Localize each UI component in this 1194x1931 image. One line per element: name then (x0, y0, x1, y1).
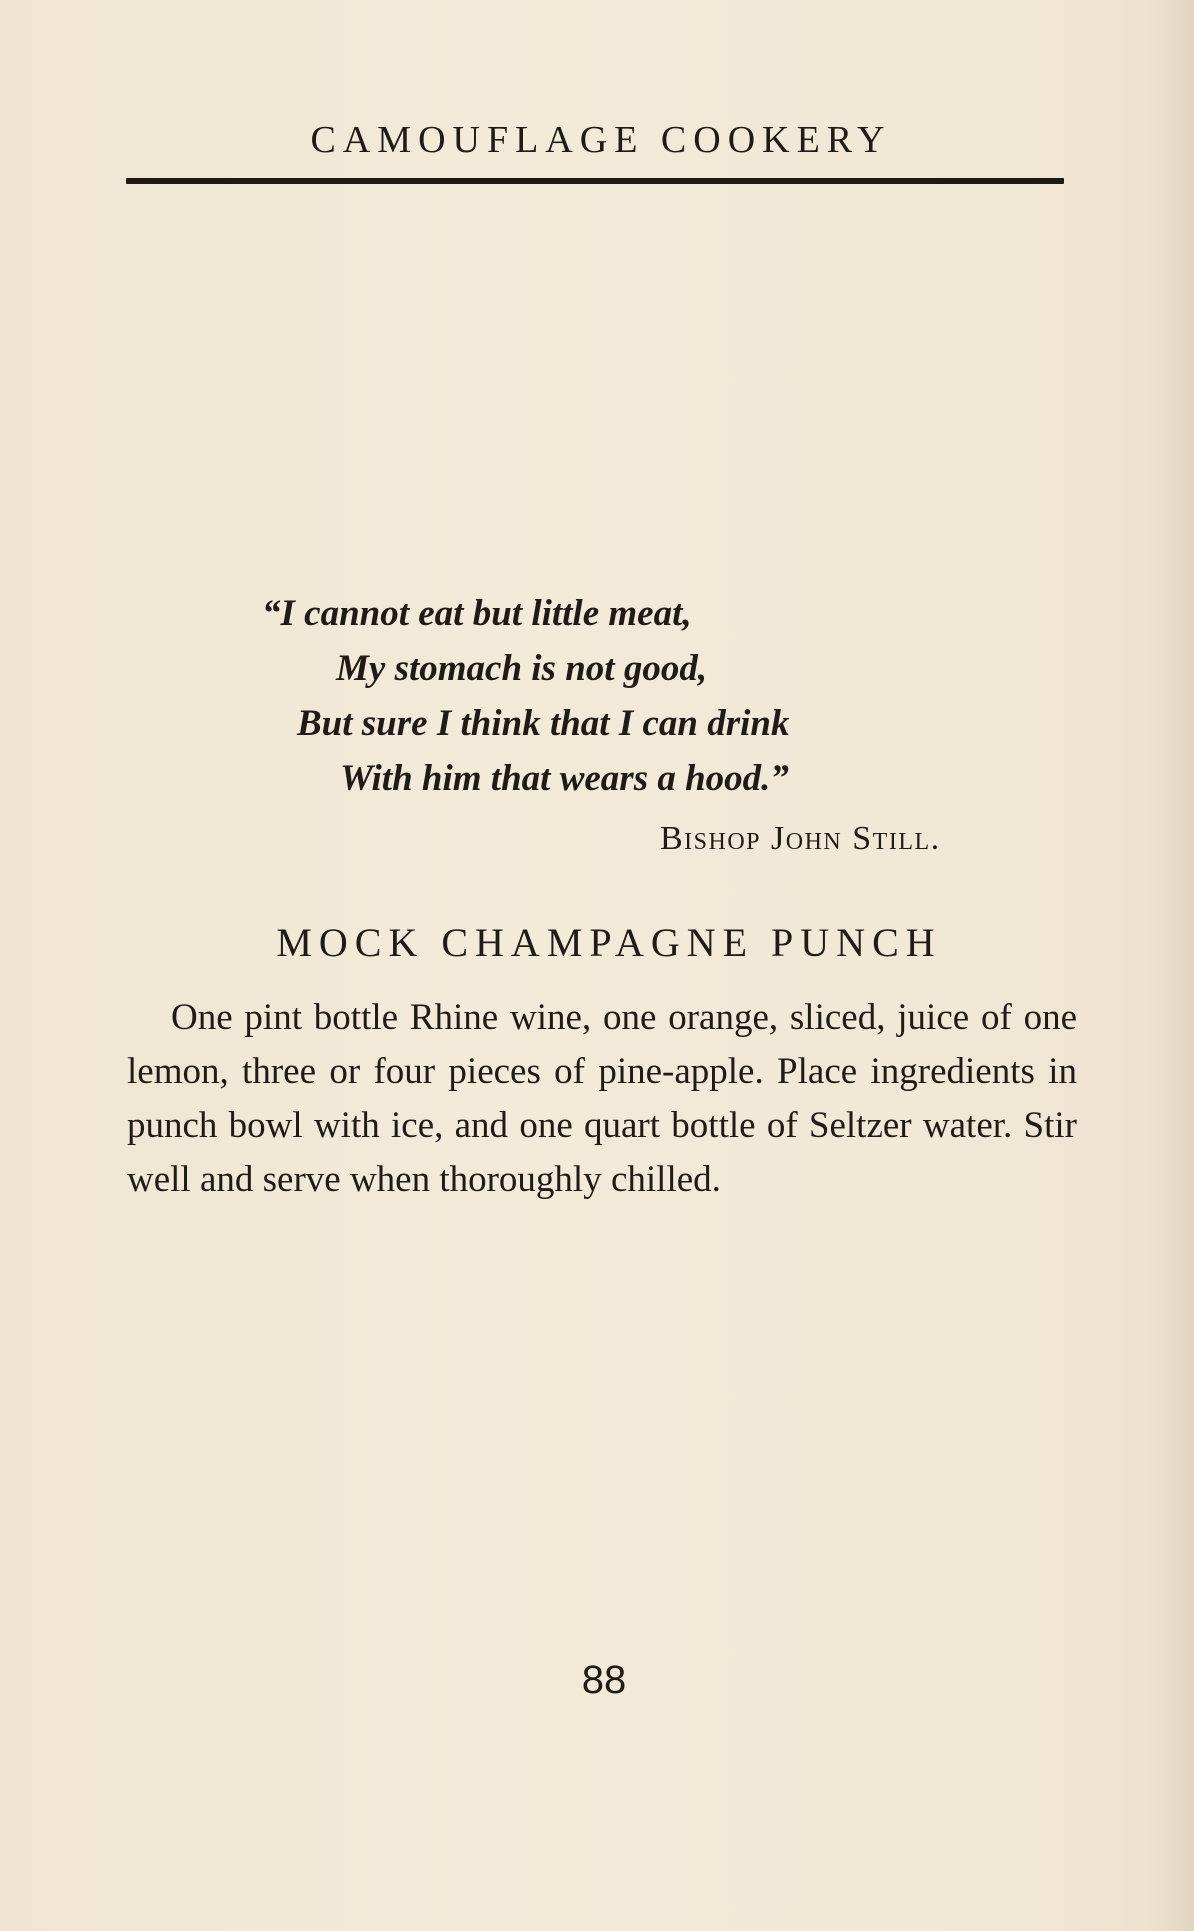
recipe-title: MOCK CHAMPAGNE PUNCH (276, 920, 942, 965)
running-head: CAMOUFLAGE COOKERY (310, 119, 892, 161)
epigraph-line: “I cannot eat but little meat, (262, 593, 692, 634)
epigraph-line: My stomach is not good, (336, 648, 708, 689)
epigraph-line: With him that wears a hood.” (340, 758, 789, 799)
epigraph-attribution: Bishop John Still. (660, 820, 941, 857)
recipe-body: One pint bottle Rhine wine, one orange, sliced, juice of one lemon, three or four pieces of pine-apple. Place ingredients in punch bowl with ice, and one quart bottle of Seltzer water. Stir well and serve when thoroughly chilled. (127, 997, 1077, 1200)
epigraph-line: But sure I think that I can drink (297, 703, 790, 744)
page-number: 88 (581, 1658, 627, 1702)
header-rule (126, 178, 1064, 184)
